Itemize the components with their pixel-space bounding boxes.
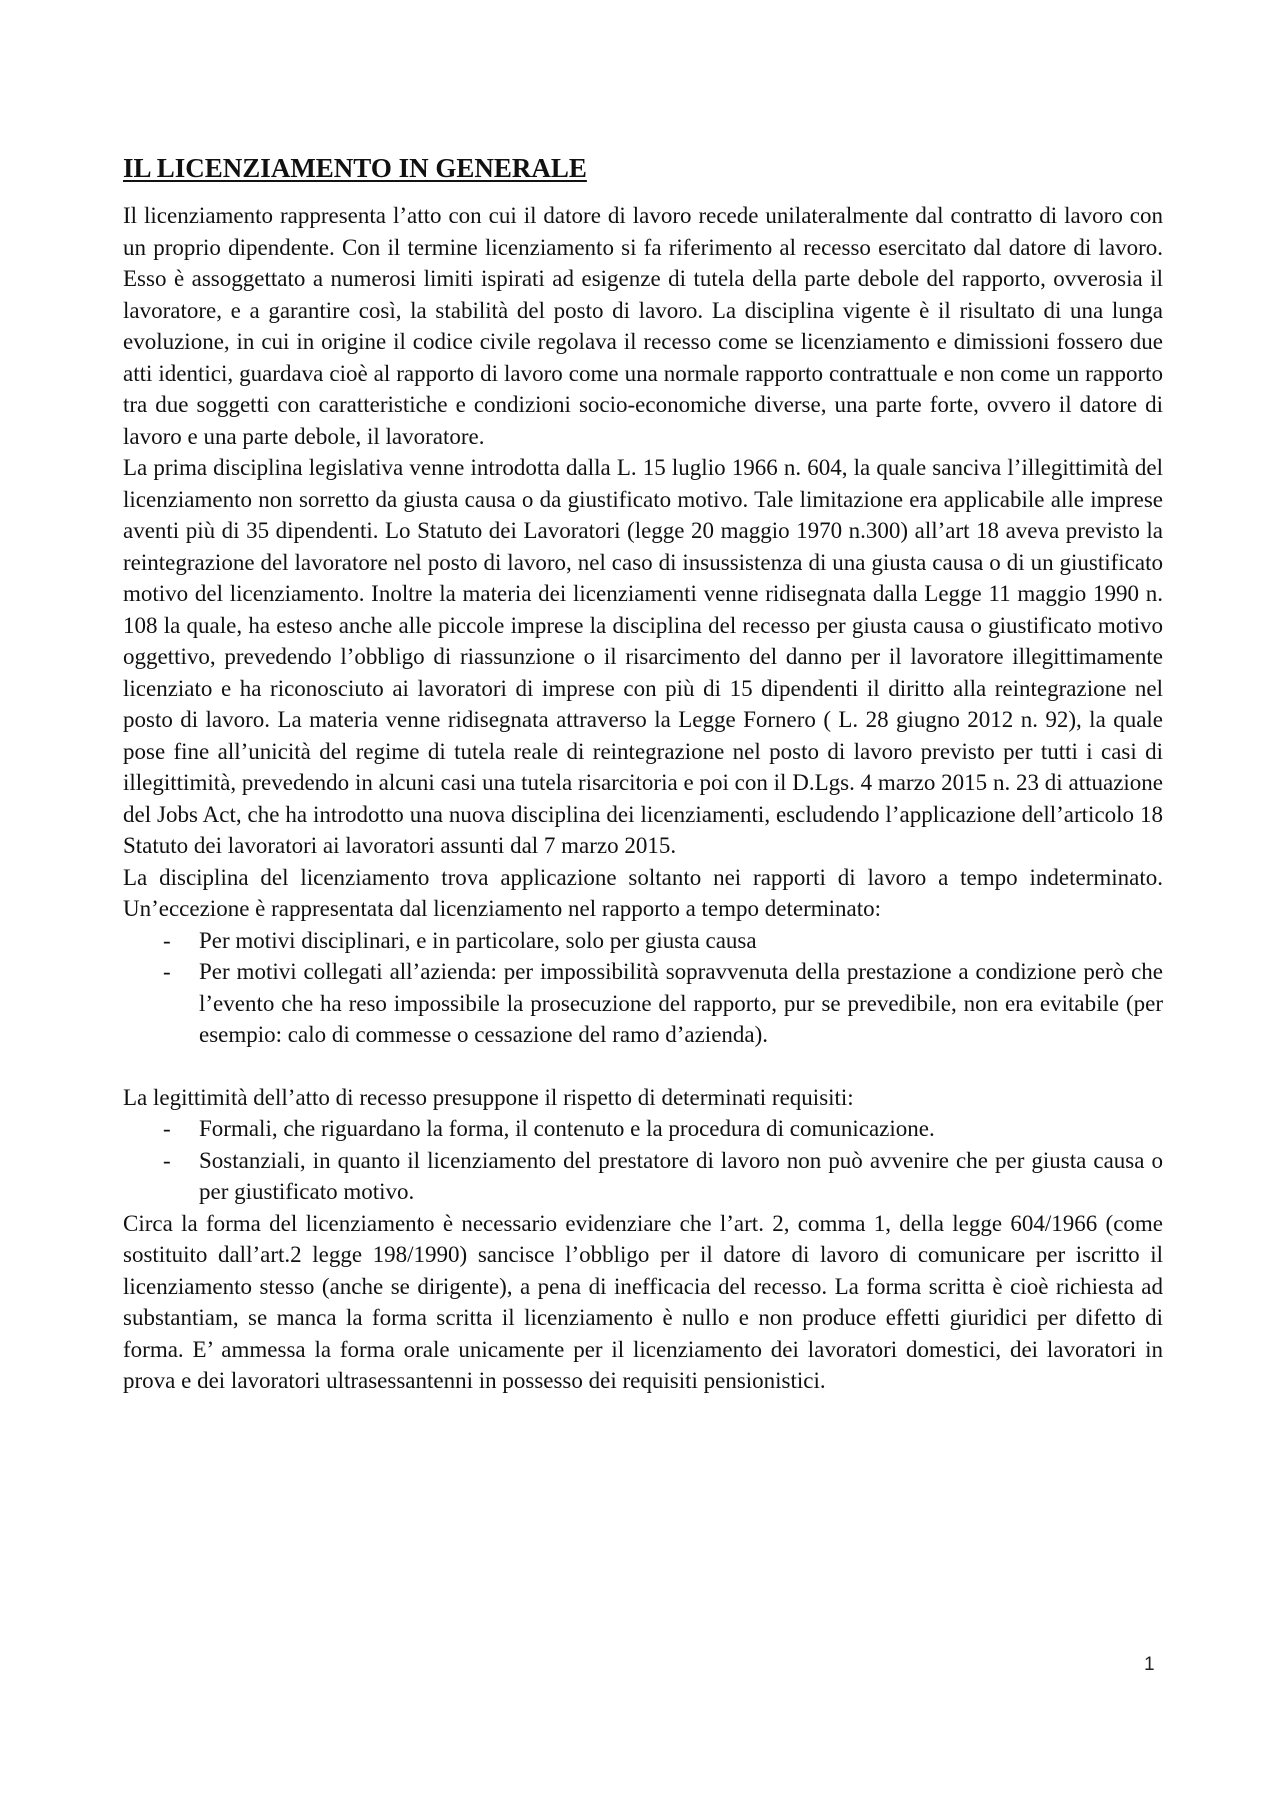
paragraph-scope: La disciplina del licenziamento trova applicazione soltanto nei rapporti di lavoro a tempo indeterminato. Un’eccezione è rappresentata dal licenziamento nel rapporto a tempo determinato: (123, 864, 1163, 921)
dash-bullet: - (163, 959, 171, 984)
paragraph-form: Circa la forma del licenziamento è necessario evidenziare che l’art. 2, comma 1, della legge 604/1966 (come sostituito dall’art.2 legge 198/1990) sancisce l’obbligo per il datore di lavoro di comunicare per iscritto il licenziamento stesso (anche se dirigente), a pena di inefficacia del recesso. La forma scritta è cioè richiesta ad substantiam, se manca la forma scritta il licenziamento è nullo e non produce effetti giuridici per difetto di forma. E’ ammessa la forma orale unicamente per il licenziamento dei lavoratori domestici, dei lavoratori in prova e dei lavoratori ultrasessantenni in possesso dei requisiti pensionistici. (123, 1210, 1163, 1393)
document-title: IL LICENZIAMENTO IN GENERALE (123, 153, 587, 183)
exceptions-list (123, 925, 1163, 1051)
dash-bullet: - (163, 927, 171, 953)
paragraph-requirements: La legittimità dell’atto di recesso presuppone il rispetto di determinati requisiti: (123, 1084, 854, 1110)
paragraph-history: La prima disciplina legislativa venne introdotta dalla L. 15 luglio 1966 n. 604, la quale sanciva l’illegittimità del licenziamento non sorretto da giusta causa o da giustificato motivo. Tale limitazione era applicabile alle imprese aventi più di 35 dipendenti. Lo Statuto dei Lavoratori (legge 20 maggio 1970 n.300) all’art 18 aveva previsto la reintegrazione del lavoratore nel posto di lavoro, nel caso di insussistenza di una giusta causa o di un giustificato motivo del licenziamento. Inoltre la materia dei licenziamenti venne ridisegnata dalla Legge 11 maggio 1990 n. 108 la quale, ha esteso anche alle piccole imprese la disciplina del recesso per giusta causa o giustificato motivo oggettivo, prevedendo l’obbligo di riassunzione o il risarcimento del danno per il lavoratore illegittimamente licenziato e ha riconosciuto ai lavoratori di imprese con più di 15 dipendenti il diritto alla reintegrazione nel posto di lavoro. La materia venne ridisegnata attraverso la Legge Fornero ( L. 28 giugno 2012 n. 92), la quale pose fine all’unicità del regime di tutela reale di reintegrazione nel posto di lavoro previsto per tutti i casi di illegittimità, prevedendo in alcuni casi una tutela risarcitoria e poi con il D.Lgs. 4 marzo 2015 n. 23 di attuazione del Jobs Act, che ha introdotto una nuova disciplina dei licenziamenti, escludendo l’applicazione dell’articolo 18 Statuto dei lavoratori ai lavoratori assunti dal 7 marzo 2015. (123, 455, 1163, 858)
dash-bullet: - (163, 1116, 171, 1141)
document-page (123, 150, 1163, 1397)
dash-bullet: - (163, 1147, 171, 1173)
list-item-text: Per motivi disciplinari, e in particolare, solo per giusta causa (199, 927, 757, 953)
page-number: 1 (1144, 1654, 1155, 1675)
paragraph-intro: Il licenziamento rappresenta l’atto con cui il datore di lavoro recede unilateralmente dal contratto di lavoro con un proprio dipendente. Con il termine licenziamento si fa riferimento al recesso esercitato dal datore di lavoro. Esso è assoggettato a numerosi limiti ispirati ad esigenze di tutela della parte debole del rapporto, ovverosia il lavoratore, e a garantire così, la stabilità del posto di lavoro. La disciplina vigente è il risultato di una lunga evoluzione, in cui in origine il codice civile regolava il recesso come se licenziamento e dimissioni fossero due atti identici, guardava cioè al rapporto di lavoro come una normale rapporto contrattuale e non come un rapporto tra due soggetti con caratteristiche e condizioni socio-economiche diverse, una parte forte, ovvero il datore di lavoro e una parte debole, il lavoratore. (123, 203, 1163, 449)
requirements-list (123, 1113, 1163, 1208)
list-item (123, 956, 1163, 1051)
list-item-text: Sostanziali, in quanto il licenziamento del prestatore di lavoro non può avvenire che per giusta causa o per giustificato motivo. (199, 1147, 1163, 1204)
list-item-text: Per motivi collegati all’azienda: per impossibilità sopravvenuta della prestazione a condizione però che l’evento che ha reso impossibile la prosecuzione del rapporto, pur se prevedibile, non era evitabile (per esempio: calo di commesse o cessazione del ramo d’azienda). (199, 959, 1163, 1047)
list-item-text: Formali, che riguardano la forma, il contenuto e la procedura di comunicazione. (199, 1116, 935, 1141)
blank-line (123, 1051, 1163, 1082)
list-item (123, 1145, 1163, 1208)
list-item (123, 1113, 1163, 1145)
list-item (123, 925, 1163, 957)
